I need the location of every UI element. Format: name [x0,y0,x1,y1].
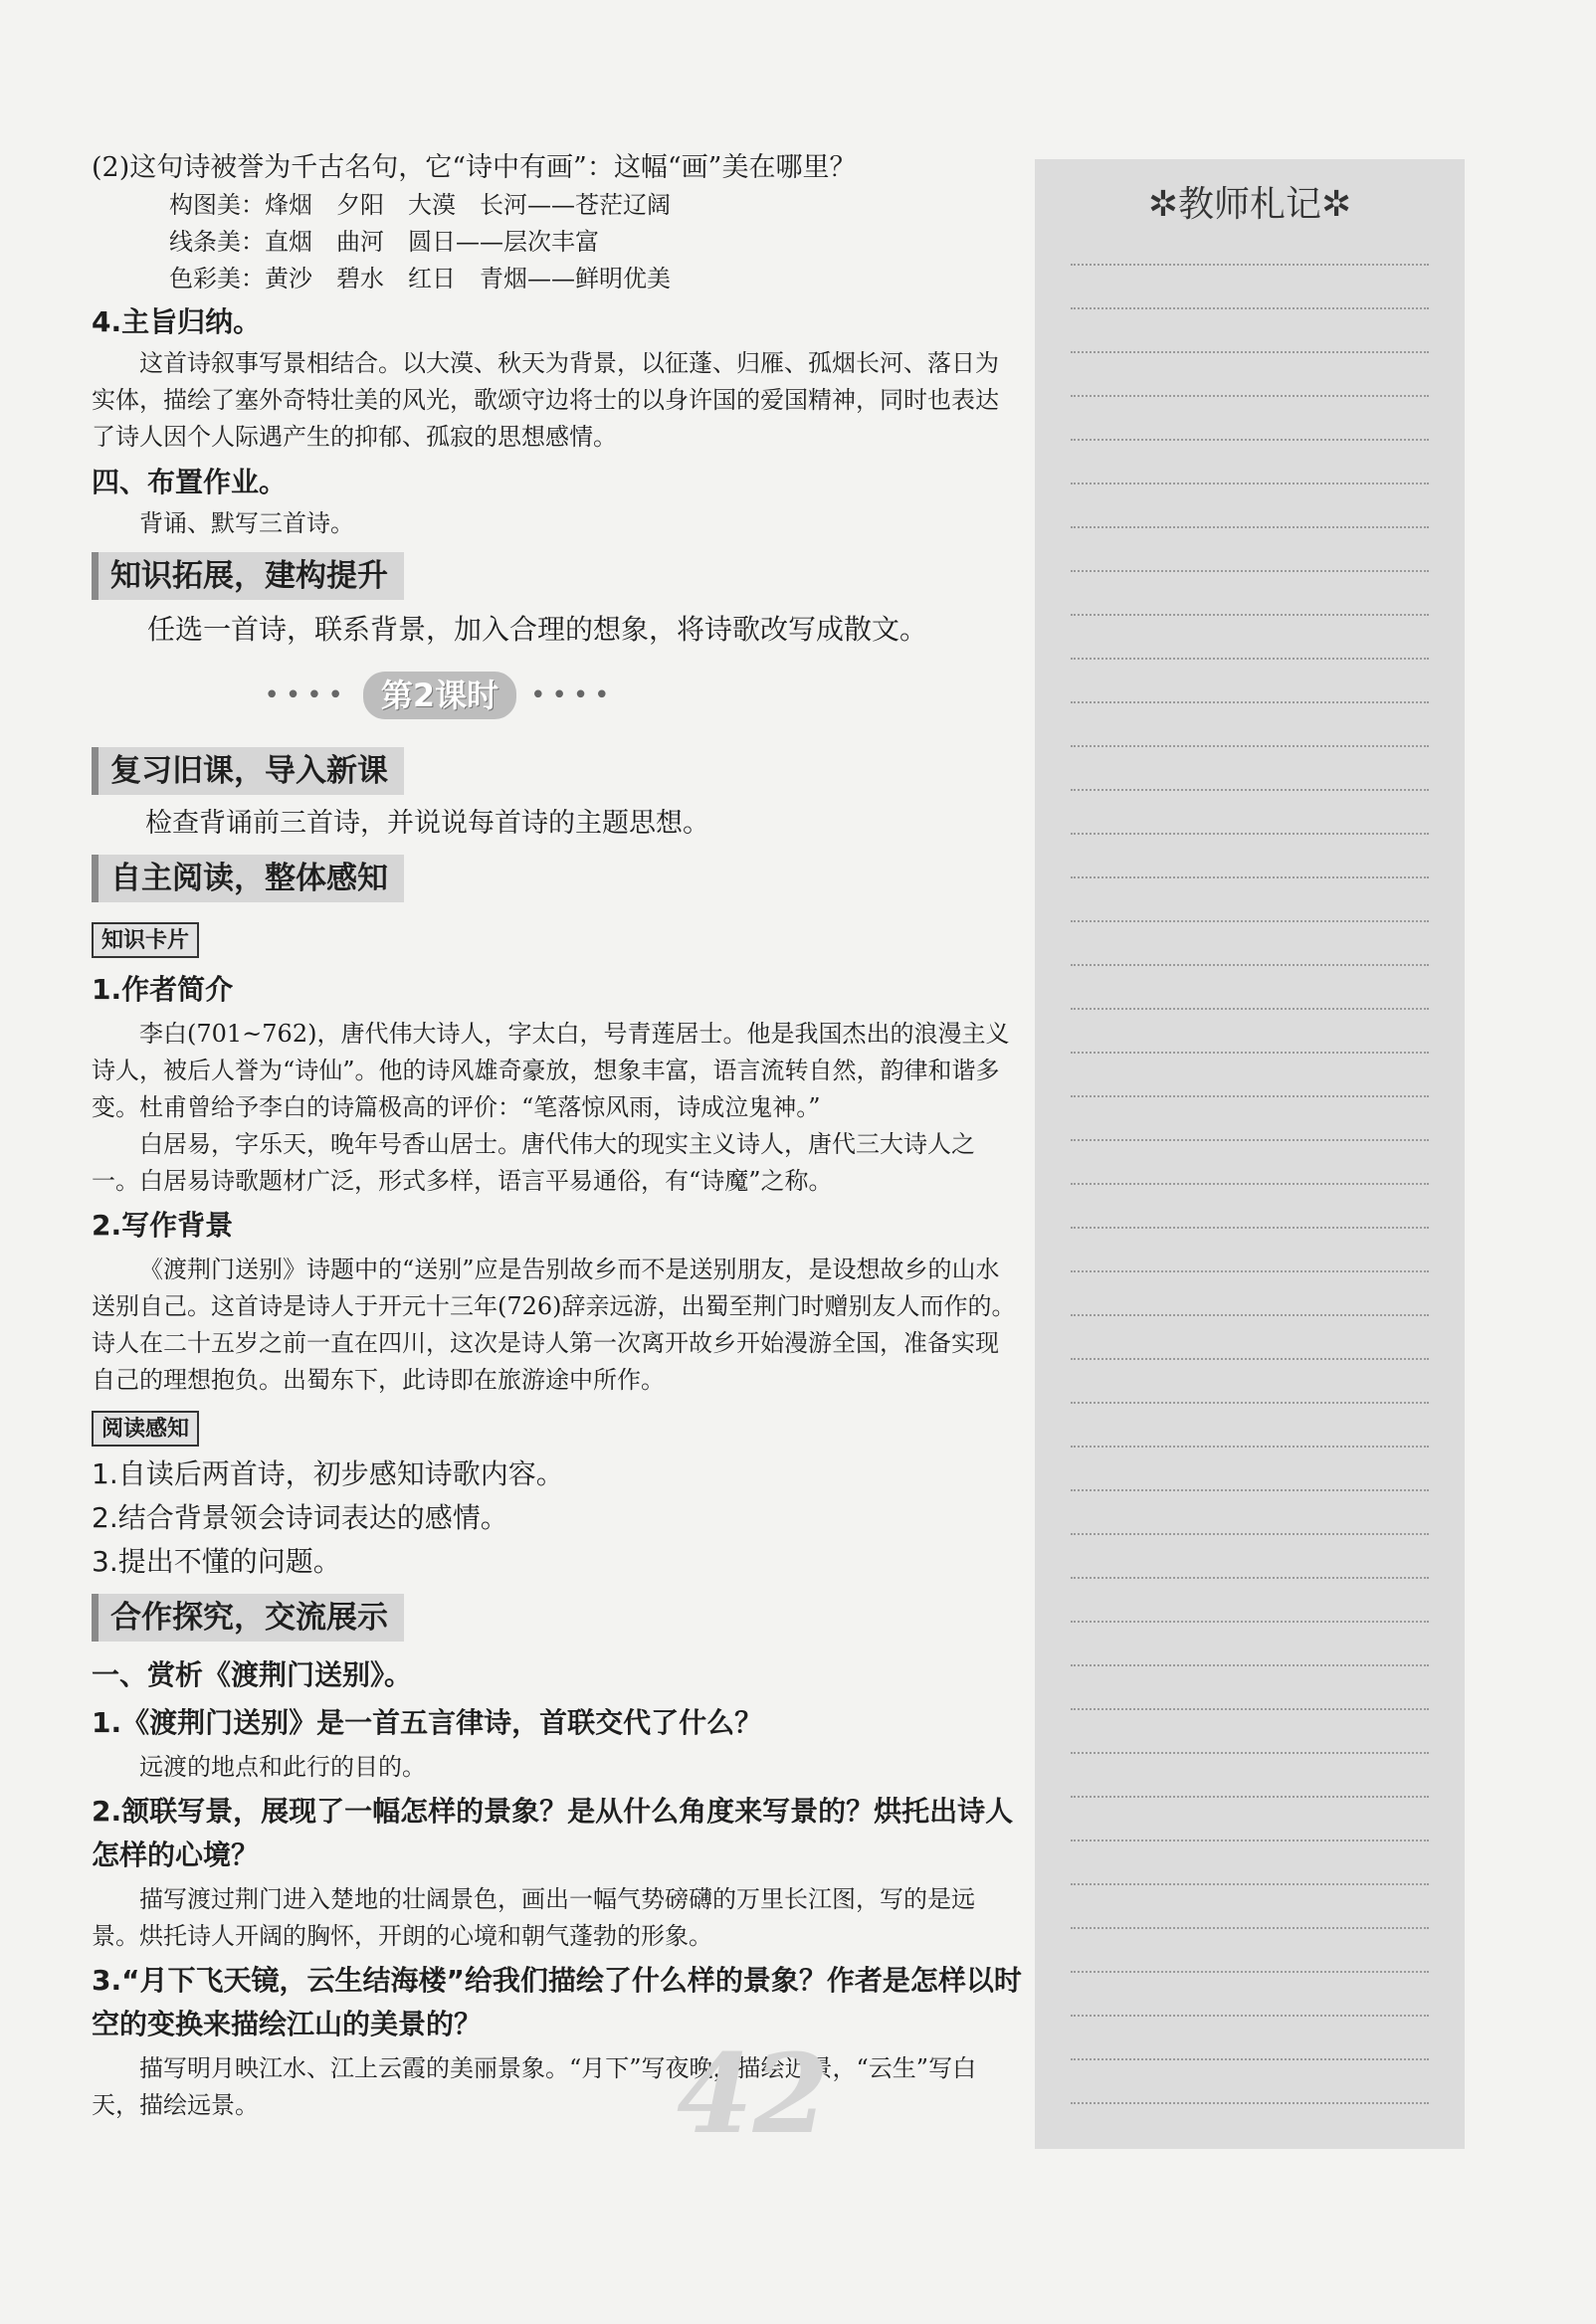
beauty-line-composition: 构图美：烽烟 夕阳 大漠 长河——苍茫辽阔 [169,191,671,219]
lesson-divider [92,672,788,719]
lesson-dots-right: •••• [530,680,616,710]
theme-label: 4.主旨归纳。 [92,305,262,338]
coop-answer-1: 远渡的地点和此行的目的。 [139,1753,426,1781]
beauty-line-lines: 线条美：直烟 曲河 圆日——层次丰富 [169,228,599,256]
note-line [1071,1621,1429,1623]
note-line [1071,1927,1429,1929]
note-line [1071,920,1429,922]
coop-question-1: 1.《渡荆门送别》是一首五言律诗，首联交代了什么？ [92,1706,763,1739]
note-line [1071,701,1429,703]
coop-question-2: 2.颔联写景，展现了一幅怎样的景象？是从什么角度来写景的？烘托出诗人怎样的心境？ [92,1795,1014,1871]
note-line [1071,1446,1429,1448]
note-line [1071,1095,1429,1097]
note-line [1071,526,1429,528]
note-line [1071,2058,1429,2060]
coop-question-3: 3.“月下飞天镜，云生结海楼”给我们描绘了什么样的景象？作者是怎样以时空的变换来描绘江山的美景的？ [92,1964,1022,2040]
knowledge-card-tag: 知识卡片 [92,922,199,958]
section-heading-extension: 知识拓展，建构提升 [92,552,404,600]
beauty-line-color: 色彩美：黄沙 碧水 红日 青烟——鲜明优美 [169,265,671,292]
theme-text: 这首诗叙事写景相结合。以大漠、秋天为背景，以征蓬、归雁、孤烟长河、落日为实体，描绘了塞外奇特壮美的风光，歌颂守边将士的以身许国的爱国精神，同时也表达了诗人因个人际遇产生的抑郁、孤寂的思想感情。 [92,349,999,451]
author-libai-text: 李白(701~762)，唐代伟大诗人，字太白，号青莲居士。他是我国杰出的浪漫主义诗人，被后人誉为“诗仙”。他的诗风雄奇豪放，想象丰富，语言流转自然，韵律和谐多变。杜甫曾给予李白的诗篇极高的评价：“笔落惊风雨，诗成泣鬼神。” [92,1020,1010,1121]
note-line [1071,395,1429,397]
note-line [1071,1533,1429,1535]
note-line [1071,351,1429,353]
note-line [1071,1883,1429,1885]
lesson-dots-left: •••• [264,680,349,710]
coop-subheading: 一、赏析《渡荆门送别》。 [92,1658,413,1691]
note-line [1071,1489,1429,1491]
teacher-notes-sidebar [1035,159,1465,2149]
note-line [1071,658,1429,660]
note-line [1071,2015,1429,2017]
reading-item-2: 2.结合背景领会诗词表达的感情。 [92,1501,508,1534]
section-heading-review: 复习旧课，导入新课 [92,747,404,795]
note-line [1071,570,1429,572]
note-line [1071,1008,1429,1010]
note-line [1071,1752,1429,1754]
note-line [1071,614,1429,616]
note-line [1071,1139,1429,1141]
reading-item-1: 1.自读后两首诗，初步感知诗歌内容。 [92,1457,564,1490]
note-line [1071,789,1429,791]
note-line [1071,833,1429,835]
note-line [1071,1708,1429,1710]
note-line [1071,1227,1429,1229]
lesson-badge: 第2课时 [363,672,516,719]
coop-answer-2: 描写渡过荆门进入楚地的壮阔景色，画出一幅气势磅礴的万里长江图，写的是远景。烘托诗人开阔的胸怀，开朗的心境和朝气蓬勃的形象。 [92,1885,975,1950]
homework-label: 四、布置作业。 [92,466,288,498]
note-line [1071,1971,1429,1973]
note-line [1071,1270,1429,1272]
reading-perception-tag: 阅读感知 [92,1411,199,1447]
note-line [1071,483,1429,484]
note-line [1071,2102,1429,2104]
extension-text: 任选一首诗，联系背景，加入合理的想象，将诗歌改写成散文。 [147,613,928,646]
note-line [1071,1796,1429,1798]
author-intro-label: 1.作者简介 [92,973,234,1006]
reading-item-3: 3.提出不懂的问题。 [92,1545,341,1578]
note-line [1071,876,1429,878]
note-line [1071,307,1429,309]
review-text: 检查背诵前三首诗，并说说每首诗的主题思想。 [145,808,709,839]
note-line [1071,1402,1429,1404]
note-line [1071,1052,1429,1054]
note-line [1071,1183,1429,1185]
teacher-notes-title: ✲教师札记✲ [1147,184,1352,225]
note-line [1071,439,1429,441]
background-text: 《渡荆门送别》诗题中的“送别”应是告别故乡而不是送别朋友，是设想故乡的山水送别自己。这首诗是诗人于开元十三年(726)辞亲远游，出蜀至荆门时赠别友人而作的。诗人在二十五岁之前一直在四川，这次是诗人第一次离开故乡开始漫游全国，准备实现自己的理想抱负。出蜀东下，此诗即在旅游途中所作。 [92,1256,1016,1394]
note-line [1071,1314,1429,1316]
question-2: (2)这句诗被誉为千古名句，它“诗中有画”：这幅“画”美在哪里？ [92,152,857,183]
coop-answer-3: 描写明月映江水、江上云霞的美丽景象。“月下”写夜晚，描绘近景，“云生”写白天，描绘远景。 [92,2054,977,2119]
section-heading-selfread: 自主阅读，整体感知 [92,855,404,902]
section-heading-cooperation: 合作探究，交流展示 [92,1594,404,1642]
note-line [1071,264,1429,266]
page-number: 42 [677,2030,830,2158]
homework-text: 背诵、默写三首诗。 [139,509,354,537]
note-line [1071,1664,1429,1666]
note-line [1071,1840,1429,1841]
note-line [1071,745,1429,747]
author-bai-text: 白居易，字乐天，晚年号香山居士。唐代伟大的现实主义诗人，唐代三大诗人之一。白居易诗歌题材广泛，形式多样，语言平易通俗，有“诗魔”之称。 [92,1130,975,1195]
note-line [1071,1577,1429,1579]
main-content [92,149,1022,2124]
note-line [1071,964,1429,966]
background-label: 2.写作背景 [92,1209,234,1242]
note-line [1071,1358,1429,1360]
